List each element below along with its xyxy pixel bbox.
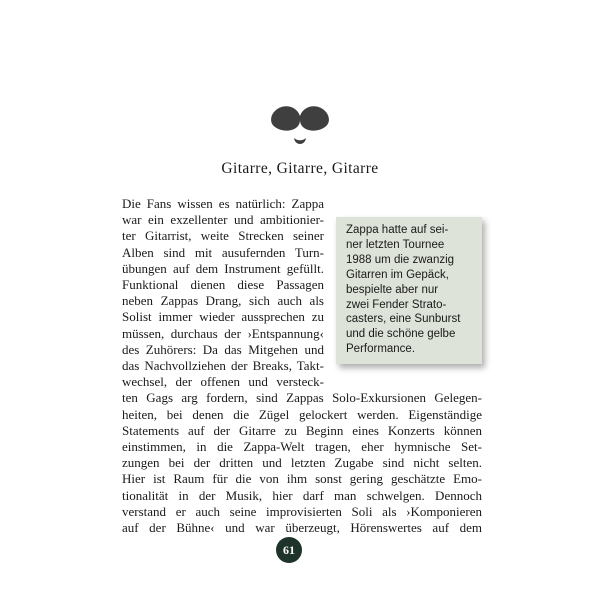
margin-note-line: Gitarren im Gepäck, (346, 268, 449, 281)
margin-note-line: ner letzten Tournee (346, 238, 445, 251)
margin-note-line: Zappa hatte auf sei- (346, 224, 449, 236)
text-line: zungen bei der dritten und letzten Zugabe sind nicht selten. (122, 455, 482, 471)
margin-note-line: zwei Fender Strato- (346, 298, 447, 311)
margin-note-line: und die schöne gelbe (346, 328, 456, 341)
margin-note-line: 1988 um die zwanzig (346, 253, 455, 266)
text-line: Funktional dienen diese Passagen (122, 277, 324, 293)
text-line: heiten, bei denen die Zügel gelockert werden. Eigenständige (122, 406, 482, 422)
margin-note-line: casters, eine Sunburst (346, 313, 461, 326)
text-line: des Zuhörers: Da das Mitgehen und (122, 341, 324, 357)
margin-note-line: Performance. (346, 343, 416, 356)
margin-note-box (336, 217, 482, 364)
text-line: ter Gitarrist, weite Strecken seiner (122, 228, 324, 244)
text-line: das Nachvollziehen der Breaks, Takt- (122, 358, 324, 374)
text-line: neben Zappas Drang, sich auch als (122, 293, 324, 309)
text-line: müssen, durchaus der ›Entspannung‹ (122, 325, 324, 341)
text-line: einstimmen, in die Zappa-Welt tragen, eher hymnische Set- (122, 439, 482, 455)
mustache-icon (268, 102, 332, 154)
text-line: verstand er auch seine improvisierten Soli als ›Komponieren (122, 503, 482, 519)
page-number-badge (276, 537, 302, 563)
page-number: 61 (283, 542, 295, 557)
text-line: Die Fans wissen es natürlich: Zappa (122, 196, 324, 211)
chapter-title: Gitarre, Gitarre, Gitarre (221, 160, 379, 177)
text-line: Statements auf der Gitarre zu Beginn eines Konzerts können (122, 422, 482, 438)
body-wide-column (122, 390, 484, 536)
text-line: übungen auf dem Instrument gefüllt. (122, 260, 324, 276)
text-line: wechsel, der offenen und versteck- (122, 374, 324, 390)
text-line: war ein exzellenter und ambitionier- (122, 212, 324, 228)
text-line: auf der Bühne‹ und war überzeugt, Hörenswertes auf dem (122, 520, 482, 536)
text-line: tionalität in der Musik, hier darf man schwelgen. Dennoch (122, 487, 482, 503)
text-line: Hier ist Raum für die von ihm sonst gering geschätzte Emo- (122, 471, 482, 487)
text-line: Solist immer wieder aussprechen zu (122, 309, 324, 325)
text-line: Alben sind mit ausufernden Turn- (122, 244, 324, 260)
text-line: ten Gags arg fordern, sind Zappas Solo-Exkursionen Gelegen- (122, 390, 482, 406)
margin-note-line: bespielte aber nur (346, 283, 439, 296)
